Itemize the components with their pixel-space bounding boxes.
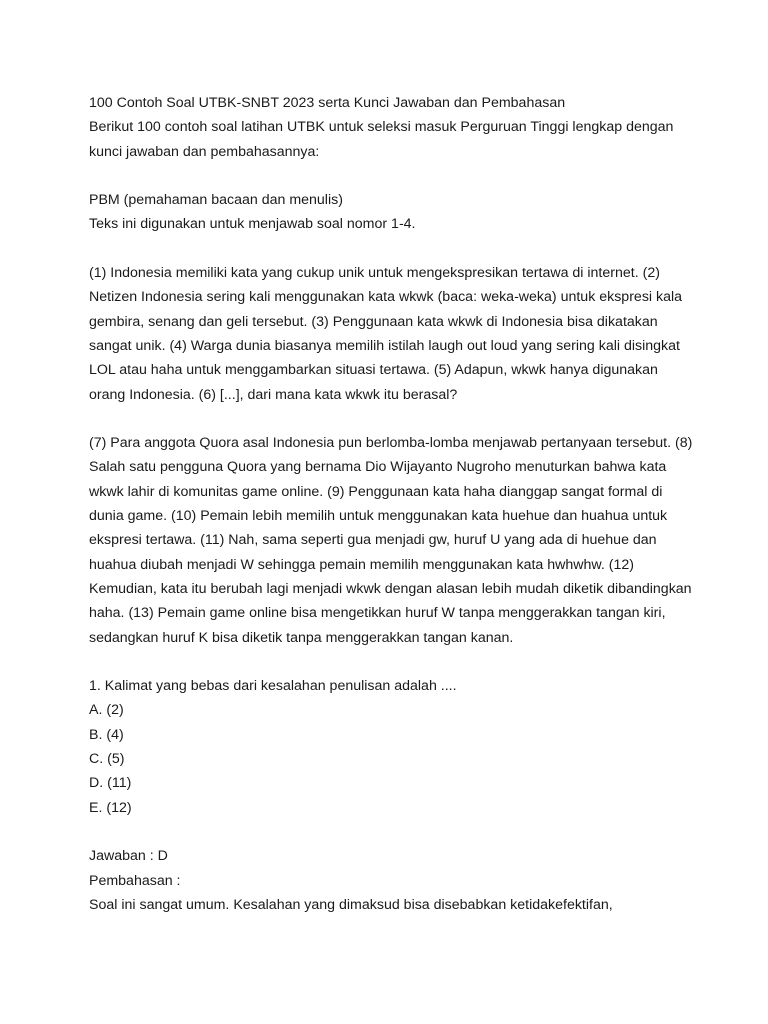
paragraph-line: wkwk lahir di komunitas game online. (9) Penggunaan kata haha dianggap sangat formal di bbox=[89, 483, 663, 500]
blank-line bbox=[89, 407, 729, 431]
paragraph-line: haha. (13) Pemain game online bisa mengetikkan huruf W tanpa menggerakkan tangan kiri, bbox=[89, 605, 666, 622]
document-title: 100 Contoh Soal UTBK-SNBT 2023 serta Kunci Jawaban dan Pembahasan bbox=[89, 95, 566, 111]
explanation-heading: Pembahasan : bbox=[89, 872, 181, 889]
answer-option-b: B. (4) bbox=[89, 726, 124, 743]
paragraph-line: sedangkan huruf K bisa diketik tanpa menggerakkan tangan kanan. bbox=[89, 629, 514, 646]
paragraph-line: (7) Para anggota Quora asal Indonesia pun berlomba-lomba menjawab pertanyaan tersebut. (8) bbox=[89, 435, 693, 452]
question-1 bbox=[89, 674, 729, 917]
paragraph-line: huahua diubah menjadi W sehingga pemain memilih menggunakan kata hwhwhw. (12) bbox=[89, 556, 634, 573]
blank-line bbox=[89, 650, 729, 674]
paragraph-line: ekspresi tertawa. (11) Nah, sama seperti gua menjadi gw, huruf U yang ada di huehue dan bbox=[89, 532, 657, 549]
paragraph-line: orang Indonesia. (6) [...], dari mana kata wkwk itu berasal? bbox=[89, 386, 458, 403]
paragraph-line: (1) Indonesia memiliki kata yang cukup unik untuk mengekspresikan tertawa di internet. (2) bbox=[89, 265, 660, 282]
blank-line bbox=[89, 237, 729, 261]
paragraph-line: sangat unik. (4) Warga dunia biasanya memilih istilah laugh out loud yang sering kali disingkat bbox=[89, 337, 680, 354]
answer-option-e: E. (12) bbox=[89, 799, 132, 816]
intro-line: kunci jawaban dan pembahasannya: bbox=[89, 143, 320, 160]
section-instruction: Teks ini digunakan untuk menjawab soal nomor 1-4. bbox=[89, 216, 416, 233]
paragraph-line: Netizen Indonesia sering kali menggunakan kata wkwk (baca: weka-weka) untuk ekspresi kala bbox=[89, 289, 683, 306]
question-prompt: 1. Kalimat yang bebas dari kesalahan penulisan adalah .... bbox=[89, 678, 457, 695]
paragraph-line: LOL atau haha untuk menggambarkan situasi tertawa. (5) Adapun, wkwk hanya digunakan bbox=[89, 362, 658, 379]
answer-key: Jawaban : D bbox=[89, 848, 168, 865]
paragraph-line: gembira, senang dan geli tersebut. (3) Penggunaan kata wkwk di Indonesia bisa dikatakan bbox=[89, 313, 658, 330]
paragraph-line: Salah satu pengguna Quora yang bernama Dio Wijayanto Nugroho menuturkan bahwa kata bbox=[89, 459, 667, 476]
answer-option-c: C. (5) bbox=[89, 751, 125, 768]
reading-paragraph-1 bbox=[89, 261, 729, 407]
paragraph-line: Kemudian, kata itu berubah lagi menjadi wkwk dengan alasan lebih mudah diketik dibandingkan bbox=[89, 580, 692, 597]
blank-line bbox=[89, 164, 729, 188]
document-page bbox=[89, 91, 729, 917]
answer-option-d: D. (11) bbox=[89, 775, 132, 792]
answer-option-a: A. (2) bbox=[89, 702, 124, 719]
blank-line bbox=[89, 820, 729, 844]
section-heading: PBM (pemahaman bacaan dan menulis) bbox=[89, 192, 343, 209]
paragraph-line: dunia game. (10) Pemain lebih memilih untuk menggunakan kata huehue dan huahua untuk bbox=[89, 508, 668, 525]
intro-line: Berikut 100 contoh soal latihan UTBK untuk seleksi masuk Perguruan Tinggi lengkap dengan bbox=[89, 119, 674, 136]
reading-paragraph-2 bbox=[89, 431, 729, 650]
explanation-line: Soal ini sangat umum. Kesalahan yang dimaksud bisa disebabkan ketidakefektifan, bbox=[89, 896, 613, 913]
